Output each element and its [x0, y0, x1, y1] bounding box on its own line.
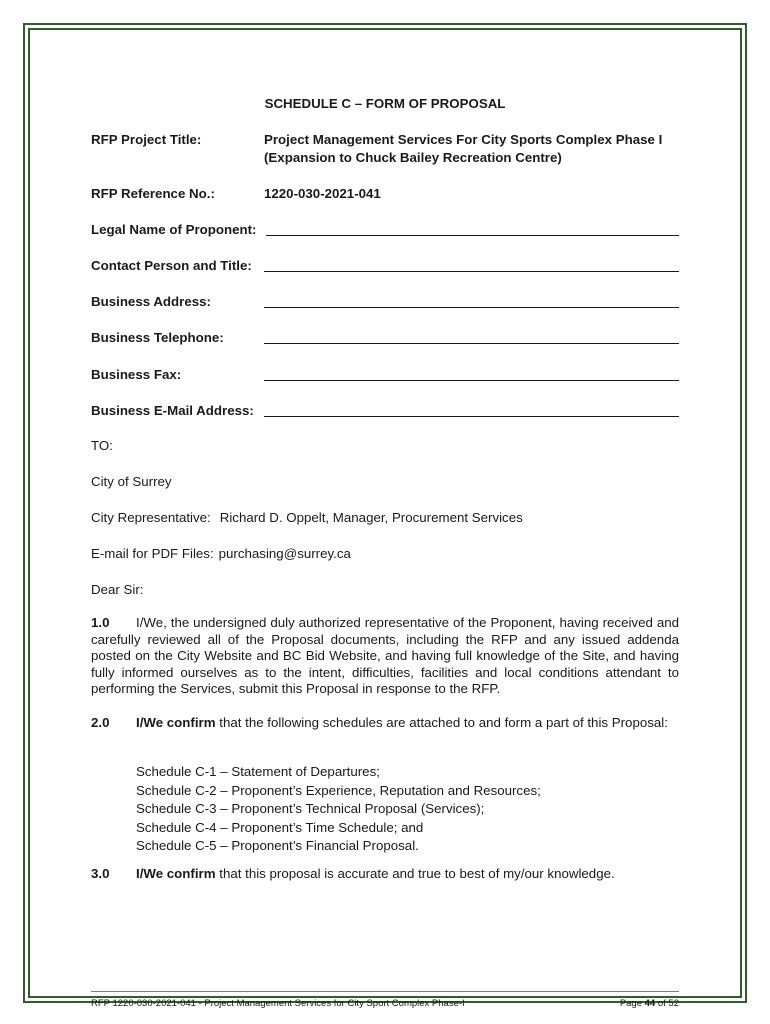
paragraph-1-text: I/We, the undersigned duly authorized representative of the Proponent, having received and carefully reviewed all of the Proposal documents, including the RFP and any issued addenda posted on the City Website and BC Bid Website, and having full knowledge of the Site, and having fully informed ourselves as to the intent, difficulties, facilities and local conditions attendant to performing the Services, submit this Proposal in response to the RFP.	[91, 615, 679, 696]
page-title: SCHEDULE C – FORM OF PROPOSAL	[264, 96, 506, 111]
paragraph-2-number: 2.0	[91, 715, 110, 730]
list-item: Schedule C-2 – Proponent’s Experience, Reputation and Resources;	[136, 782, 541, 798]
paragraph-3	[91, 866, 615, 882]
contact-person-label: Contact Person and Title:	[91, 258, 252, 273]
paragraph-2	[91, 715, 679, 732]
business-address-field[interactable]	[264, 307, 679, 308]
pdf-email	[91, 546, 351, 562]
paragraph-2-bold: I/We confirm	[136, 715, 216, 730]
paragraph-3-bold: I/We confirm	[136, 866, 216, 881]
footer-current-page: 44	[644, 998, 656, 1009]
business-address-label: Business Address:	[91, 294, 211, 309]
footer-page-suffix: of 52	[655, 998, 679, 1009]
paragraph-1	[91, 615, 679, 698]
schedule-list	[136, 763, 541, 856]
project-title-value-line2: (Expansion to Chuck Bailey Recreation Centre)	[264, 150, 562, 165]
footer-page-number	[620, 998, 679, 1010]
contact-person-field[interactable]	[264, 271, 679, 272]
city-name: City of Surrey	[91, 474, 172, 489]
pdf-email-value[interactable]: purchasing@surrey.ca	[218, 546, 351, 561]
paragraph-2-text: that the following schedules are attached to and form a part of this Proposal:	[215, 715, 668, 730]
salutation: Dear Sir:	[91, 582, 144, 597]
city-representative-label: City Representative:	[91, 510, 211, 525]
list-item: Schedule C-5 – Proponent’s Financial Proposal.	[136, 838, 419, 853]
list-item: Schedule C-1 – Statement of Departures;	[136, 764, 380, 779]
business-fax-label: Business Fax:	[91, 367, 182, 382]
footer-page-prefix: Page	[619, 998, 645, 1009]
business-email-label: Business E-Mail Address:	[91, 403, 254, 418]
legal-name-field[interactable]	[266, 235, 679, 236]
list-item: Schedule C-4 – Proponent’s Time Schedule; and	[136, 819, 424, 835]
paragraph-3-text: that this proposal is accurate and true to best of my/our knowledge.	[215, 866, 615, 881]
paragraph-1-number: 1.0	[91, 615, 110, 630]
footer-document-reference: RFP 1220-030-2021-041 - Project Management Services for City Sport Complex Phase-I	[91, 998, 465, 1009]
reference-label: RFP Reference No.:	[91, 186, 215, 201]
footer-divider	[91, 991, 679, 992]
paragraph-3-number: 3.0	[91, 866, 110, 881]
business-email-field[interactable]	[264, 416, 679, 417]
city-representative	[91, 510, 523, 526]
legal-name-label: Legal Name of Proponent:	[91, 222, 257, 237]
business-fax-field[interactable]	[264, 380, 679, 381]
reference-value: 1220-030-2021-041	[264, 186, 381, 201]
business-telephone-field[interactable]	[264, 343, 679, 344]
to-label: TO:	[91, 438, 113, 453]
project-title-value-line1: Project Management Services For City Sports Complex Phase I	[264, 132, 663, 147]
pdf-email-label: E-mail for PDF Files:	[91, 546, 214, 561]
list-item: Schedule C-3 – Proponent’s Technical Proposal (Services);	[136, 801, 485, 816]
business-telephone-label: Business Telephone:	[91, 330, 224, 345]
city-representative-value: Richard D. Oppelt, Manager, Procurement Services	[219, 510, 523, 525]
project-title-label: RFP Project Title:	[91, 132, 202, 147]
